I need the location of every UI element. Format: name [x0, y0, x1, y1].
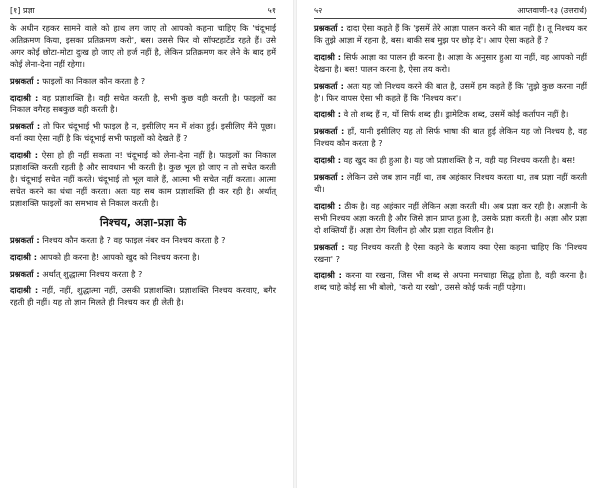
speaker-label: प्रश्नकर्ता :	[314, 241, 345, 252]
right-page-number: ५२	[314, 6, 323, 15]
speaker-label: दादाश्री :	[10, 150, 39, 161]
dialogue-answer: दादाश्री : सिर्फ आज्ञा का पालन ही करना है। आज्ञा के अनुसार हुआ या नहीं, वह आपको नहीं देखना है। बस! पालन करना है, ऐसा तय करो।	[314, 51, 587, 74]
right-page-body	[314, 23, 587, 294]
speaker-label: प्रश्नकर्ता :	[10, 234, 40, 245]
right-page	[300, 0, 599, 488]
dialogue-question: प्रश्नकर्ता : निश्चय कौन करता है ? वह फाइल नंबर वन निश्चय करता है ?	[10, 234, 226, 245]
speaker-label: दादाश्री :	[314, 270, 342, 281]
dialogue-question: प्रश्नकर्ता : तो फिर चंदूभाई भी फाइल है न, इसीलिए मन में शंका हुई। इसीलिए मैंने पूछा। वर्ना क्या ऐसा नहीं है कि चंदूभाई सभी फाइलों को देखते हैं ?	[10, 121, 276, 144]
left-page-number: ५१	[267, 6, 276, 15]
right-page-title: आप्तवाणी-१३ (उत्तरार्ध)	[517, 6, 587, 15]
dialogue-answer: दादाश्री : वह खुद का ही हुआ है। यह जो प्रज्ञाशक्ति है न, वही यह निश्चय करती है। बस!	[314, 155, 576, 166]
dialogue-answer: दादाश्री : आपको ही करना है! आपको खुद को निश्चय करना है।	[10, 251, 200, 262]
speaker-label: प्रश्नकर्ता :	[10, 121, 41, 132]
speaker-label: प्रश्नकर्ता :	[10, 75, 40, 86]
dialogue-answer: दादाश्री : वे तो शब्द हैं न, यों सिर्फ शब्द ही। ड्रामेटिक शब्द, उसमें कोई कर्तापन नहीं है।	[314, 109, 569, 120]
dialogue-answer: दादाश्री : नहीं, नहीं, शुद्धात्मा नहीं, उसकी प्रज्ञाशक्ति। प्रज्ञाशक्ति निश्चय करवाए, बगैर रहती ही नहीं। यह तो ज्ञान मिलते ही निश्चय कर ही लेती है।	[10, 285, 277, 308]
speaker-label: दादाश्री :	[10, 285, 39, 296]
dialogue-answer: दादाश्री : करना या रखना, जिस भी शब्द से अपना मनचाहा सिद्ध होता है, वही करना है। शब्द चाहे कोई सा भी बोलो, 'करो या रखो', उससे कोई फर्क नहीं पड़ेगा।	[314, 270, 587, 293]
dialogue-question: प्रश्नकर्ता : अर्थात् शुद्धात्मा निश्चय करता है ?	[10, 268, 143, 279]
speaker-label: दादाश्री :	[314, 200, 342, 211]
right-page-header	[314, 6, 587, 19]
paragraph: के अधीन रहकर सामने वाले को हाथ लग जाए तो आपको कहना चाहिए कि 'चंदूभाई अतिक्रमण किया, इसका प्रतिक्रमण करो', बस। उससे फिर वो सॉफ्टहार्टेड रहते हैं। उसे अगर कोई छोटा-मोटा दुःख हो जाए तो हर्ज नहीं है, लेकिन प्रतिक्रमण कर लेने के बाद हमें कोई लेना-देना नहीं रहेगा।	[10, 23, 276, 69]
dialogue-question: प्रश्नकर्ता : फाइलों का निकाल कौन करता है ?	[10, 75, 146, 86]
dialogue-question: प्रश्नकर्ता : यह निश्चय करती है ऐसा कहने के बजाय क्या ऐसा कहना चाहिए कि 'निश्चय रखना' ?	[314, 241, 587, 264]
dialogue-question: प्रश्नकर्ता : अतः यह जो निश्चय करने की बात है, उसमें हम कहते हैं कि 'तुझे कुछ करना नहीं है'। फिर वापस ऐसा भी कहते हैं कि 'निश्चय कर'।	[314, 80, 587, 103]
book-gutter	[293, 0, 297, 488]
speaker-label: प्रश्नकर्ता :	[314, 23, 344, 33]
dialogue-question: प्रश्नकर्ता : लेकिन उसे जब ज्ञान नहीं था, तब अहंकार निश्चय करता था, तब प्रज्ञा नहीं करती थी।	[314, 172, 588, 194]
dialogue-answer: दादाश्री : ऐसा हो ही नहीं सकता न! चंदूभाई को लेना-देना नहीं है। फाइलों का निकाल प्रज्ञाशक्ति करती रहती है और सावधान भी करती है। कुछ भूल हो जाए न तो सचेत करती है। चंदूभाई सचेत नहीं करते। चंदूभाई तो भूल वाले हैं, आत्मा भी सचेत नहीं करता। आत्मा सचेत करने का धंधा नहीं करता। अतः यह सब काम प्रज्ञाशक्ति ही कर रही है। अर्थात् प्रज्ञाशक्ति फाइलों का समभाव से निकाल करती है।	[10, 150, 277, 208]
left-page-title: [१] प्रज्ञा	[10, 6, 35, 15]
section-heading: निश्चय, अज्ञा-प्रज्ञा के	[99, 215, 187, 229]
left-page	[0, 0, 290, 488]
dialogue-answer: दादाश्री : वह प्रज्ञाशक्ति है। वही सचेत करती है, सभी कुछ वही करती है। फाइलों का निकाल वगैरह सबकुछ वही करती है।	[10, 92, 276, 115]
dialogue-question: प्रश्नकर्ता : हाँ, यानी इसीलिए यह तो सिर्फ भाषा की बात हुई लेकिन यह जो निश्चय है, वह निश्चय कौन करता है ?	[314, 126, 587, 149]
speaker-label: प्रश्नकर्ता :	[314, 80, 344, 91]
speaker-label: प्रश्नकर्ता :	[314, 172, 344, 183]
speaker-label: दादाश्री :	[10, 92, 39, 103]
dialogue-question: प्रश्नकर्ता : दादा ऐसा कहते हैं कि 'इसमें तेरे आज्ञा पालन करने की बात नहीं है। तू निश्चय कर कि तुझे आज्ञा में रहना है, बस। बाकी सब मुझ पर छोड़ दे'। आप ऐसा कहते हैं ?	[314, 23, 587, 45]
speaker-label: प्रश्नकर्ता :	[10, 268, 40, 279]
speaker-label: दादाश्री :	[10, 251, 37, 262]
left-page-body	[10, 23, 276, 309]
speaker-label: दादाश्री :	[314, 51, 342, 62]
dialogue-answer: दादाश्री : ठीक है। वह अहंकार नहीं लेकिन अज्ञा करती थी। अब प्रज्ञा कर रही है। अज्ञानी के सभी निश्चय अज्ञा करती है और जिसे ज्ञान प्राप्त हुआ है, उसके प्रज्ञा करती है। अज्ञा और प्रज्ञा दो शक्तियाँ हैं। अज्ञा रोग विलीन हो और प्रज्ञा राहत विलीन है।	[314, 200, 588, 235]
speaker-label: दादाश्री :	[314, 109, 341, 120]
left-page-header	[10, 6, 276, 19]
speaker-label: प्रश्नकर्ता :	[314, 126, 345, 137]
speaker-label: दादाश्री :	[314, 155, 341, 166]
